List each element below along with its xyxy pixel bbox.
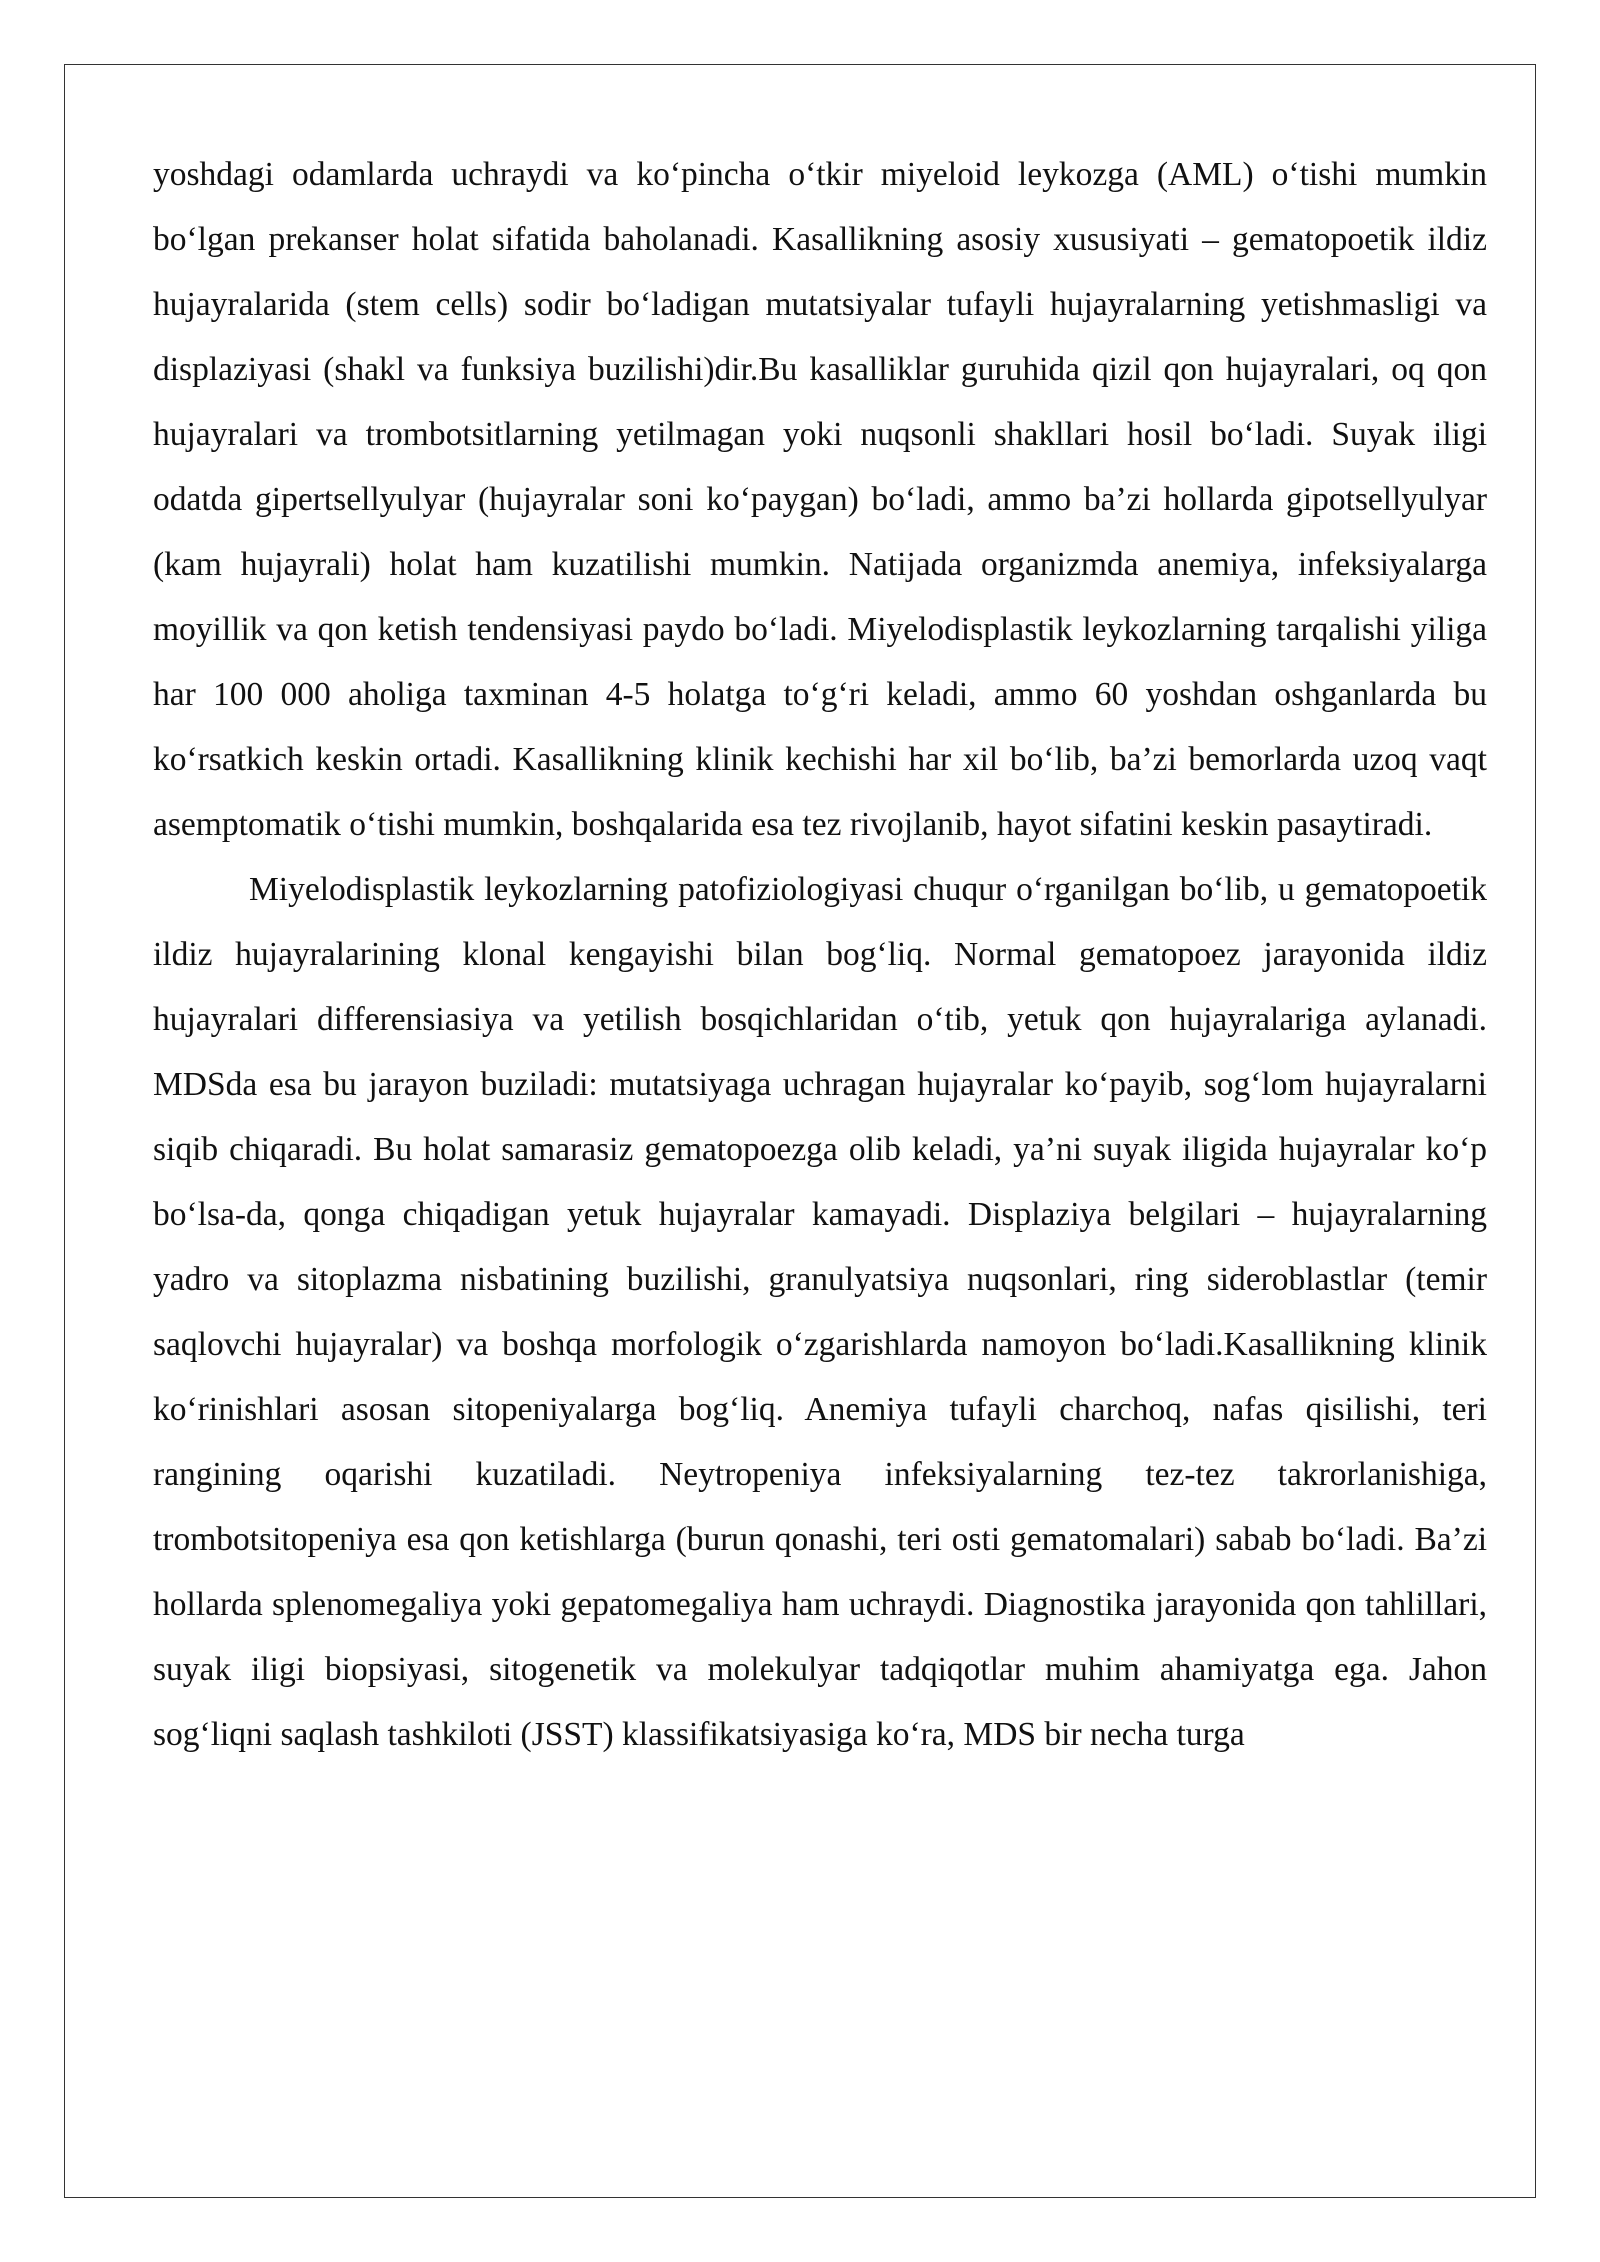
paragraph-pathophysiology: Miyelodisplastik leykozlarning patofiziologiyasi chuqur o‘rganilgan bo‘lib, u gematopoetik ildiz hujayralarining klonal kengayishi bilan bog‘liq. Normal gematopoez jarayonida ildiz hujayralari differensiasiya va yetilish bosqichlaridan o‘tib, yetuk qon hujayralariga aylanadi. MDSda esa bu jarayon buziladi: mutatsiyaga uchragan hujayralar ko‘payib, sog‘lom hujayralarni siqib chiqaradi. Bu holat samarasiz gematopoezga olib keladi, ya’ni suyak iligida hujayralar ko‘p bo‘lsa-da, qonga chiqadigan yetuk hujayralar kamayadi. Displaziya belgilari – hujayralarning yadro va sitoplazma nisbatining buzilishi, granulyatsiya nuqsonlari, ring sideroblastlar (temir saqlovchi hujayralar) va boshqa morfologik o‘zgarishlarda namoyon bo‘ladi.Kasallikning klinik ko‘rinishlari asosan sitopeniyalarga bog‘liq. Anemiya tufayli charchoq, nafas qisilishi, teri rangining oqarishi kuzatiladi. Neytropeniya infeksiyalarning tez-tez takrorlanishiga, trombotsitopeniya esa qon ketishlarga (burun qonashi, teri osti gematomalari) sabab bo‘ladi. Ba’zi hollarda splenomegaliya yoki gepatomegaliya ham uchraydi. Diagnostika jarayonida qon tahlillari, suyak iligi biopsiyasi, sitogenetik va molekulyar tadqiqotlar muhim ahamiyatga ega. Jahon sog‘liqni saqlash tashkiloti (JSST) klassifikatsiyasiga ko‘ra, MDS bir necha turga — [153, 871, 1487, 1753]
document-body — [153, 142, 1487, 1767]
paragraph-continuation: yoshdagi odamlarda uchraydi va ko‘pincha o‘tkir miyeloid leykozga (AML) o‘tishi mumkin bo‘lgan prekanser holat sifatida baholanadi. Kasallikning asosiy xususiyati – gematopoetik ildiz hujayralarida (stem cells) sodir bo‘ladigan mutatsiyalar tufayli hujayralarning yetishmasligi va displaziyasi (shakl va funksiya buzilishi)dir.Bu kasalliklar guruhida qizil qon hujayralari, oq qon hujayralari va trombotsitlarning yetilmagan yoki nuqsonli shakllari hosil bo‘ladi. Suyak iligi odatda gipertsellyulyar (hujayralar soni ko‘paygan) bo‘ladi, ammo ba’zi hollarda gipotsellyulyar (kam hujayrali) holat ham kuzatilishi mumkin. Natijada organizmda anemiya, infeksiyalarga moyillik va qon ketish tendensiyasi paydo bo‘ladi. Miyelodisplastik leykozlarning tarqalishi yiliga har 100 000 aholiga taxminan 4-5 holatga to‘g‘ri keladi, ammo 60 yoshdan oshganlarda bu ko‘rsatkich keskin ortadi. Kasallikning klinik kechishi har xil bo‘lib, ba’zi bemorlarda uzoq vaqt asemptomatik o‘tishi mumkin, boshqalarida esa tez rivojlanib, hayot sifatini keskin pasaytiradi. — [153, 156, 1487, 843]
